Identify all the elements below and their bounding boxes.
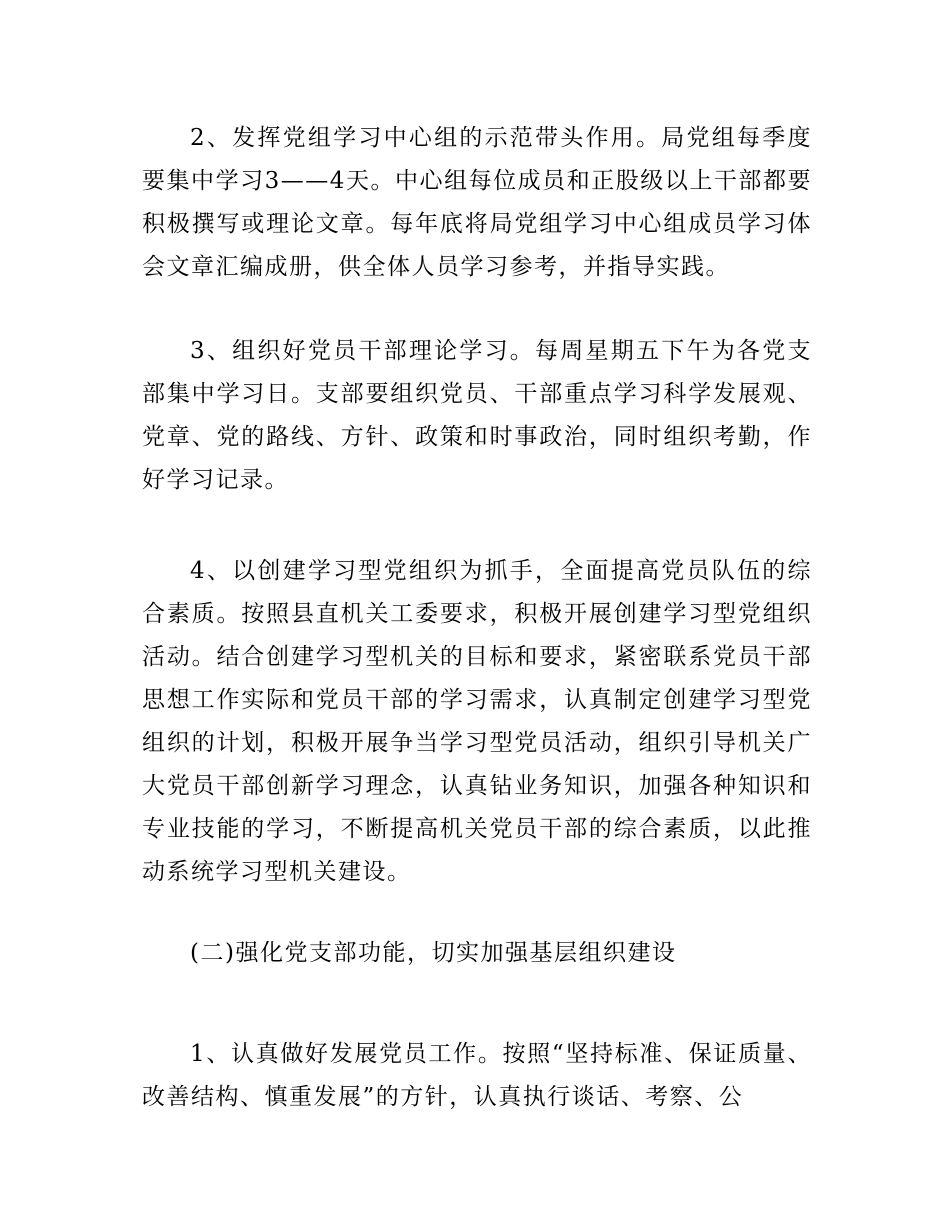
paragraph-3-theory-study: 3、组织好党员干部理论学习。每周星期五下午为各党支部集中学习日。支部要组织党员、干部重点学习科学发展观、党章、党的路线、方针、政策和时事政治，同时组织考勤，作好学习记录。 bbox=[142, 338, 812, 493]
paragraph-1-party-member-development: 1、认真做好发展党员工作。按照“坚持标准、保证质量、改善结构、慎重发展”的方针，认真执行谈话、考察、公 bbox=[142, 1041, 812, 1110]
section-heading-branch-function: (二)强化党支部功能，切实加强基层组织建设 bbox=[190, 940, 677, 966]
paragraph-4-learning-organization: 4、以创建学习型党组织为抓手，全面提高党员队伍的综合素质。按照县直机关工委要求，积极开展创建学习型党组织活动。结合创建学习型机关的目标和要求，紧密联系党员干部思想工作实际和党员干部的学习需求，认真制定创建学习型党组织的计划，积极开展争当学习型党员活动，组织引导机关广大党员干部创新学习理念，认真钻业务知识，加强各种知识和专业技能的学习，不断提高机关党员干部的综合素质，以此推动系统学习型机关建设。 bbox=[142, 558, 812, 885]
paragraph-2-study-group: 2、发挥党组学习中心组的示范带头作用。局党组每季度要集中学习3——4天。中心组每位成员和正股级以上干部都要积极撰写或理论文章。每年底将局党组学习中心组成员学习体会文章汇编成册，供全体人员学习参考，并指导实践。 bbox=[142, 125, 812, 280]
